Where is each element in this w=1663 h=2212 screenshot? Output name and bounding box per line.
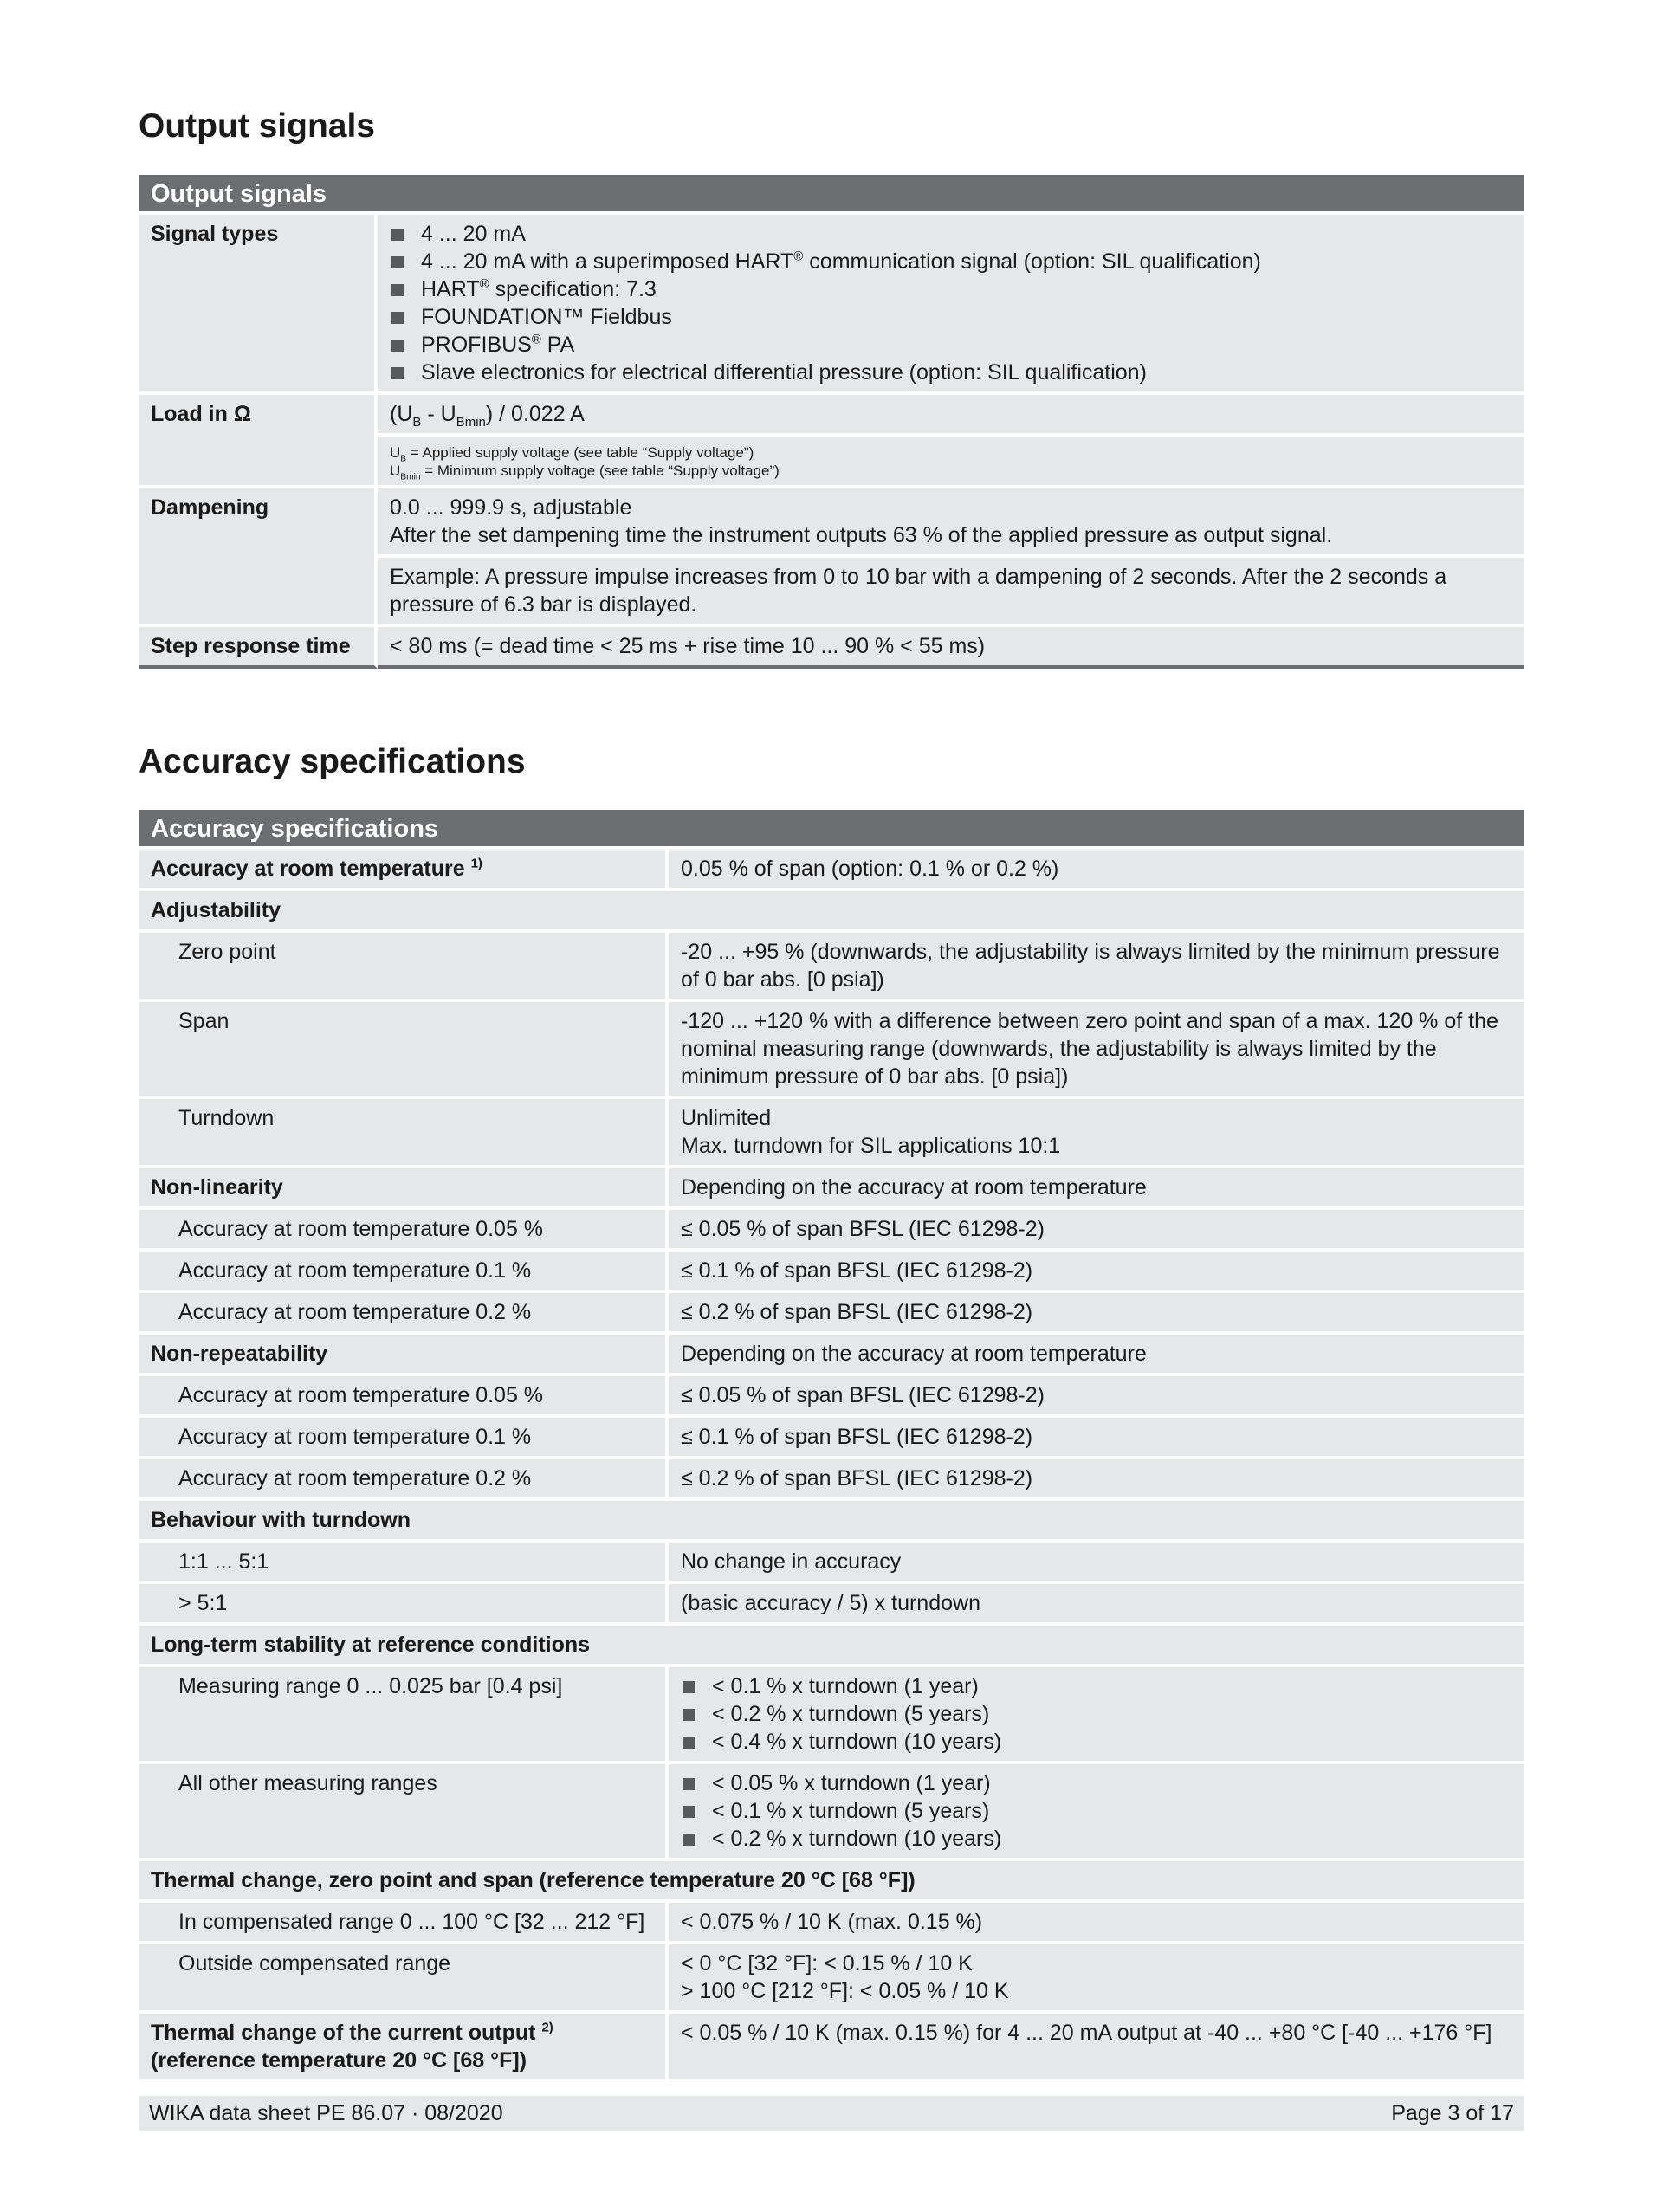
list-item: 4 ... 20 mA with a superimposed HART® communication signal (option: SIL qualification) (390, 248, 1512, 275)
row-label: 1:1 ... 5:1 (139, 1543, 669, 1581)
row-label: Accuracy at room temperature 0.2 % (139, 1459, 669, 1497)
list-item: < 0.1 % x turndown (1 year) (681, 1672, 1512, 1700)
row-value: ≤ 0.1 % of span BFSL (IEC 61298-2) (669, 1418, 1524, 1456)
table-row (139, 1210, 1524, 1248)
table-row (139, 1376, 1524, 1414)
row-value: ≤ 0.1 % of span BFSL (IEC 61298-2) (669, 1252, 1524, 1290)
group-label: Adjustability (139, 891, 1524, 929)
row-label: Load in Ω (139, 395, 378, 485)
dampening-example: Example: A pressure impulse increases from 0 to 10 bar with a dampening of 2 seconds. After the 2 seconds a pressure of 6.3 bar is displayed. (378, 558, 1524, 624)
group-label: Long-term stability at reference conditions (139, 1626, 1524, 1664)
row-value: ≤ 0.2 % of span BFSL (IEC 61298-2) (669, 1293, 1524, 1331)
row-label: Step response time (139, 627, 378, 669)
load-notes (378, 437, 1524, 485)
table-row (139, 215, 1524, 391)
row-value: Depending on the accuracy at room temperature (669, 1335, 1524, 1373)
table-row (139, 1903, 1524, 1941)
step-value: < 80 ms (= dead time < 25 ms + rise time 10 ... 90 % < 55 ms) (378, 627, 1524, 669)
group-label: Thermal change, zero point and span (reference temperature 20 °C [68 °F]) (139, 1861, 1524, 1899)
row-label: Signal types (139, 215, 378, 391)
row-label (139, 850, 669, 888)
row-value: -120 ... +120 % with a difference between zero point and span of a max. 120 % of the nominal measuring range (downwards, the adjustability is always limited by the minimum pressure of 0 bar abs. [0 psia]) (669, 1002, 1524, 1096)
load-note: $U_{Bmin}$ = Minimum supply voltage (see table “Supply voltage”) (390, 462, 780, 482)
row-label: Measuring range 0 ... 0.025 bar [0.4 psi] (139, 1667, 669, 1761)
row-value (669, 1667, 1524, 1761)
row-label: Outside compensated range (139, 1944, 669, 2010)
table-row (139, 1861, 1524, 1899)
row-value: 0.05 % of span (option: 0.1 % or 0.2 %) (669, 850, 1524, 888)
footnote-mark: 1) (470, 856, 482, 871)
table-row (139, 1459, 1524, 1497)
value-line: 0.0 ... 999.9 s, adjustable (390, 495, 632, 520)
list-item: HART® specification: 7.3 (390, 275, 1512, 303)
table-row (139, 1099, 1524, 1165)
table-row (139, 1764, 1524, 1858)
value-line: After the set dampening time the instrument outputs 63 % of the applied pressure as output signal. (390, 523, 1333, 547)
value-line: Max. turndown for SIL applications 10:1 (681, 1134, 1061, 1158)
row-label: In compensated range 0 ... 100 °C [32 ... 212 °F] (139, 1903, 669, 1941)
section-title-output-signals: Output signals (139, 107, 375, 145)
table-row (139, 933, 1524, 999)
row-value: No change in accuracy (669, 1543, 1524, 1581)
list-item: < 0.2 % x turndown (5 years) (681, 1700, 1512, 1728)
dampening-value (378, 488, 1524, 554)
accuracy-table (139, 806, 1524, 2083)
row-value: ≤ 0.2 % of span BFSL (IEC 61298-2) (669, 1459, 1524, 1497)
footer-doc-id: WIKA data sheet PE 86.07 · 08/2020 (149, 2101, 503, 2125)
row-value: (basic accuracy / 5) x turndown (669, 1584, 1524, 1622)
value-line: Unlimited (681, 1106, 772, 1130)
table-row (139, 1002, 1524, 1096)
table-row (139, 1667, 1524, 1761)
row-value (669, 1764, 1524, 1858)
row-label: Accuracy at room temperature 0.05 % (139, 1376, 669, 1414)
label-line: (reference temperature 20 °C [68 °F]) (151, 2048, 527, 2073)
row-value: < 0.075 % / 10 K (max. 0.15 %) (669, 1903, 1524, 1941)
row-label: Accuracy at room temperature 0.05 % (139, 1210, 669, 1248)
row-label: Span (139, 1002, 669, 1096)
table-row (139, 1626, 1524, 1664)
footer-page-number: Page 3 of 17 (1391, 2101, 1514, 2125)
row-value (669, 1944, 1524, 2010)
table-row (139, 1944, 1524, 2010)
list-item: Slave electronics for electrical differential pressure (option: SIL qualification) (390, 359, 1512, 386)
row-value: -20 ... +95 % (downwards, the adjustability is always limited by the minimum pressure of 0 bar abs. [0 psia]) (669, 933, 1524, 999)
table-row (139, 1293, 1524, 1331)
table-row (139, 627, 1524, 669)
row-label: Turndown (139, 1099, 669, 1165)
signal-types-list (378, 215, 1524, 391)
table-row (139, 850, 1524, 888)
table-row (139, 2014, 1524, 2079)
load-formula: $(U_B - U_{Bmin}) / 0.022$ A (378, 395, 1524, 433)
list-item: PROFIBUS® PA (390, 331, 1512, 359)
row-value (669, 1099, 1524, 1165)
page-footer (139, 2096, 1524, 2131)
table-row (139, 1335, 1524, 1373)
row-label: > 5:1 (139, 1584, 669, 1622)
footnote-mark: 2) (541, 2020, 553, 2035)
label-text: Thermal change of the current output (151, 2021, 536, 2045)
row-label: Non-linearity (139, 1168, 669, 1206)
value-line: > 100 °C [212 °F]: < 0.05 % / 10 K (681, 1979, 1009, 2003)
row-label: Accuracy at room temperature 0.1 % (139, 1252, 669, 1290)
table-row (139, 1543, 1524, 1581)
row-label: Dampening (139, 488, 378, 624)
row-value: ≤ 0.05 % of span BFSL (IEC 61298-2) (669, 1376, 1524, 1414)
table-header: Output signals (139, 175, 1524, 211)
section-title-accuracy: Accuracy specifications (139, 743, 526, 780)
row-value: Depending on the accuracy at room temperature (669, 1168, 1524, 1206)
row-label: Accuracy at room temperature 0.2 % (139, 1293, 669, 1331)
list-item: < 0.05 % x turndown (1 year) (681, 1769, 1512, 1797)
group-label: Behaviour with turndown (139, 1501, 1524, 1539)
table-row (139, 1168, 1524, 1206)
value-line: < 0 °C [32 °F]: < 0.15 % / 10 K (681, 1951, 973, 1976)
table-row (139, 1501, 1524, 1539)
table-row (139, 1418, 1524, 1456)
list-item: < 0.4 % x turndown (10 years) (681, 1728, 1512, 1756)
label-text: Accuracy at room temperature (151, 857, 465, 881)
table-header: Accuracy specifications (139, 810, 1524, 846)
output-signals-table (139, 171, 1524, 672)
table-row (139, 488, 1524, 554)
row-label: Accuracy at room temperature 0.1 % (139, 1418, 669, 1456)
label-line (151, 2019, 653, 2047)
list-item: < 0.2 % x turndown (10 years) (681, 1825, 1512, 1853)
row-value: ≤ 0.05 % of span BFSL (IEC 61298-2) (669, 1210, 1524, 1248)
list-item: FOUNDATION™ Fieldbus (390, 303, 1512, 331)
row-label: Zero point (139, 933, 669, 999)
row-value: < 0.05 % / 10 K (max. 0.15 %) for 4 ... 20 mA output at -40 ... +80 °C [-40 ... +176 °F] (669, 2014, 1524, 2079)
table-row (139, 395, 1524, 433)
table-row (139, 1252, 1524, 1290)
row-label (139, 2014, 669, 2079)
load-note: $U_B$ = Applied supply voltage (see table “Supply voltage”) (390, 444, 754, 464)
table-row (139, 891, 1524, 929)
row-label: All other measuring ranges (139, 1764, 669, 1858)
row-label: Non-repeatability (139, 1335, 669, 1373)
list-item: 4 ... 20 mA (390, 220, 1512, 248)
table-row (139, 1584, 1524, 1622)
list-item: < 0.1 % x turndown (5 years) (681, 1797, 1512, 1825)
